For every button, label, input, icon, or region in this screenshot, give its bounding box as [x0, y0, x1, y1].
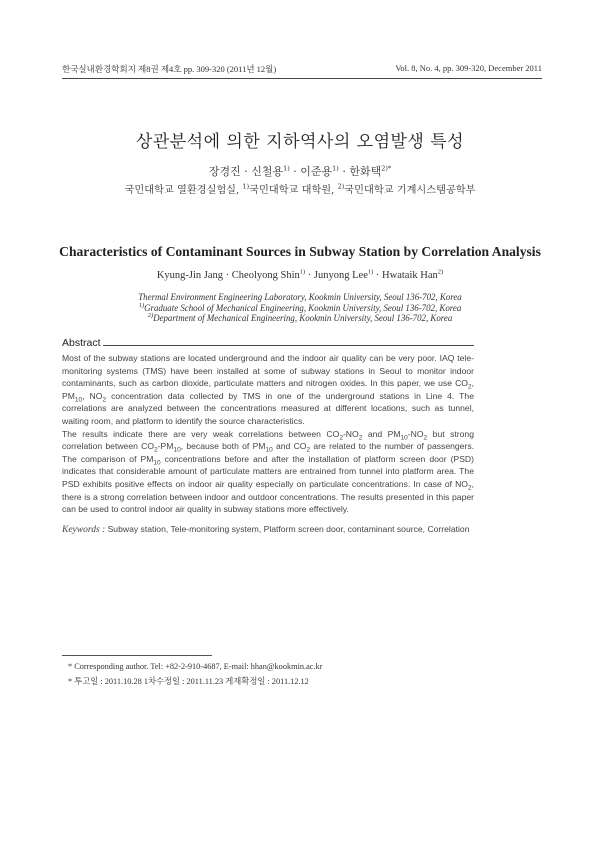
- abstract-text: -PM: [157, 441, 174, 452]
- author-separator: ·: [289, 165, 301, 178]
- author-separator: ·: [373, 270, 383, 281]
- footnote-rule: [62, 655, 212, 656]
- abstract-heading: [62, 337, 474, 349]
- english-title: Characteristics of Contaminant Sources in Subway Station by Correlation Analysis: [59, 244, 541, 259]
- english-affil-1: Thermal Environment Engineering Laboratory, Kookmin University, Seoul 136-702, Korea: [138, 292, 462, 302]
- subscript: 2: [423, 434, 428, 442]
- running-header-left: 한국실내환경학회지 제8권 제4호 pp. 309-320 (2011년 12월): [62, 64, 277, 74]
- english-affil-2: [0, 303, 600, 314]
- abstract-rule: [103, 345, 474, 346]
- korean-author-sup: 1): [332, 164, 339, 173]
- korean-affil-sup: 1): [242, 182, 250, 191]
- korean-author-name: 장경진: [208, 165, 241, 178]
- author-separator: ·: [305, 270, 314, 281]
- subscript: 10: [265, 446, 273, 454]
- abstract-text: , there is a strong correlation between indoor and outdoor concentrations. The results presented in this paper can be used to control indoor air quality in subway stations more effectively.: [62, 478, 474, 515]
- subscript: 2: [467, 383, 472, 391]
- abstract-text: and PM: [362, 428, 401, 439]
- english-affil-sup: 1): [138, 301, 145, 309]
- footnote-dates: * 투고일 : 2011.10.28 1차수정일 : 2011.11.23 게재확정일 : 2011.12.12: [68, 677, 309, 686]
- abstract-text: Most of the subway stations are located underground and the indoor air quality can be very poor. IAQ tele-monitoring systems (TMS) have been installed at some of subway stations in Seoul to monitor indoor contaminants, such as carbon dioxide, particulate matters and nitrogen oxides. In this paper, we use CO: [62, 353, 474, 389]
- subscript: 2: [467, 484, 472, 492]
- author-separator: ·: [338, 165, 350, 178]
- keywords-label: Keywords :: [62, 525, 106, 535]
- english-author-sup: 1): [299, 268, 306, 276]
- korean-author-sup: 1): [283, 164, 290, 173]
- abstract-text: The results indicate there are very weak correlations between CO: [62, 428, 340, 439]
- keywords-text: Subway station, Tele-monitoring system, Platform screen door, contaminant source, Correlation: [107, 524, 470, 534]
- abstract-text: but strong correlation between CO: [62, 428, 474, 452]
- abstract-paragraph-2: [62, 428, 474, 516]
- english-authors: [0, 270, 600, 281]
- abstract-text: are related to the number of passengers. The comparison of PM: [62, 441, 474, 464]
- abstract-text: , because both of PM: [180, 441, 266, 452]
- running-header: [62, 63, 542, 79]
- english-affiliations: [0, 292, 600, 324]
- abstract-label: Abstract: [62, 337, 101, 349]
- english-author-sup: 2): [437, 268, 444, 276]
- korean-author-name: 한화택: [349, 165, 382, 178]
- subscript: 2: [358, 434, 363, 442]
- english-author-name: Cheolyong Shin: [231, 270, 300, 281]
- english-author-name: Hwataik Han: [382, 270, 438, 281]
- subscript: 2: [306, 446, 311, 454]
- english-affil-text: Graduate School of Mechanical Engineering, Kookmin University, Seoul 136-702, Korea: [144, 302, 462, 313]
- abstract-text: concentrations before and after the installation of platform screen door (PSD) indicates that considerable amount of particulate matters are entrained from tunnel into platform area. The PSD exhibits positive effects on indoor air quality especially on particulate concentrations. In case of NO: [62, 453, 474, 489]
- korean-affil-sup: 2): [337, 182, 345, 191]
- abstract-text: and CO: [272, 441, 307, 452]
- abstract-text: -NO: [407, 428, 424, 439]
- korean-authors: [0, 163, 600, 179]
- author-separator: ·: [240, 165, 252, 178]
- english-affil-text: Department of Mechanical Engineering, Kookmin University, Seoul 136-702, Korea: [153, 313, 453, 323]
- keywords-line: [62, 524, 474, 535]
- korean-affiliation: [0, 181, 600, 196]
- korean-affil-part: 국민대학교 기계시스템공학부: [344, 185, 476, 196]
- subscript: 2: [102, 396, 107, 404]
- abstract-body: [62, 352, 474, 516]
- korean-author-sup: 2)*: [381, 164, 392, 173]
- english-author-sup: 1): [367, 268, 374, 276]
- english-affil-sup: 2): [147, 312, 154, 320]
- subscript: 10: [400, 434, 408, 442]
- abstract-text: , PM: [62, 378, 474, 401]
- korean-title: 상관분석에 의한 지하역사의 오염발생 특성: [135, 132, 465, 152]
- korean-affil-part: 국민대학교 대학원,: [249, 185, 338, 196]
- running-header-right: Vol. 8, No. 4, pp. 309-320, December 2011: [395, 63, 542, 73]
- subscript: 2: [154, 446, 158, 454]
- abstract-text: -NO: [342, 428, 359, 439]
- korean-author-name: 신철용: [251, 165, 284, 178]
- subscript: 2: [339, 434, 343, 442]
- english-affil-3: [0, 313, 600, 324]
- subscript: 10: [153, 459, 161, 467]
- abstract-paragraph-1: [62, 352, 474, 428]
- footnote-corresponding: * Corresponding author. Tel: +82-2-910-4687, E-mail: hhan@kookmin.ac.kr: [68, 662, 323, 671]
- author-separator: ·: [223, 270, 232, 281]
- subscript: 10: [74, 396, 83, 404]
- abstract-text: concentration data collected by TMS in one of the underground stations in Line 4. The correlations are analyzed between the concentrations measured at different locations, such as tunnel, waiting room, and platform to identify the source characteristics.: [62, 390, 474, 426]
- korean-author-name: 이준용: [300, 165, 333, 178]
- english-author-name: Kyung-Jin Jang: [156, 270, 224, 281]
- korean-affil-part: 국민대학교 열환경실험실,: [124, 185, 243, 196]
- subscript: 10: [173, 446, 181, 454]
- abstract-text: , NO: [82, 390, 103, 401]
- english-author-name: Junyong Lee: [313, 270, 368, 281]
